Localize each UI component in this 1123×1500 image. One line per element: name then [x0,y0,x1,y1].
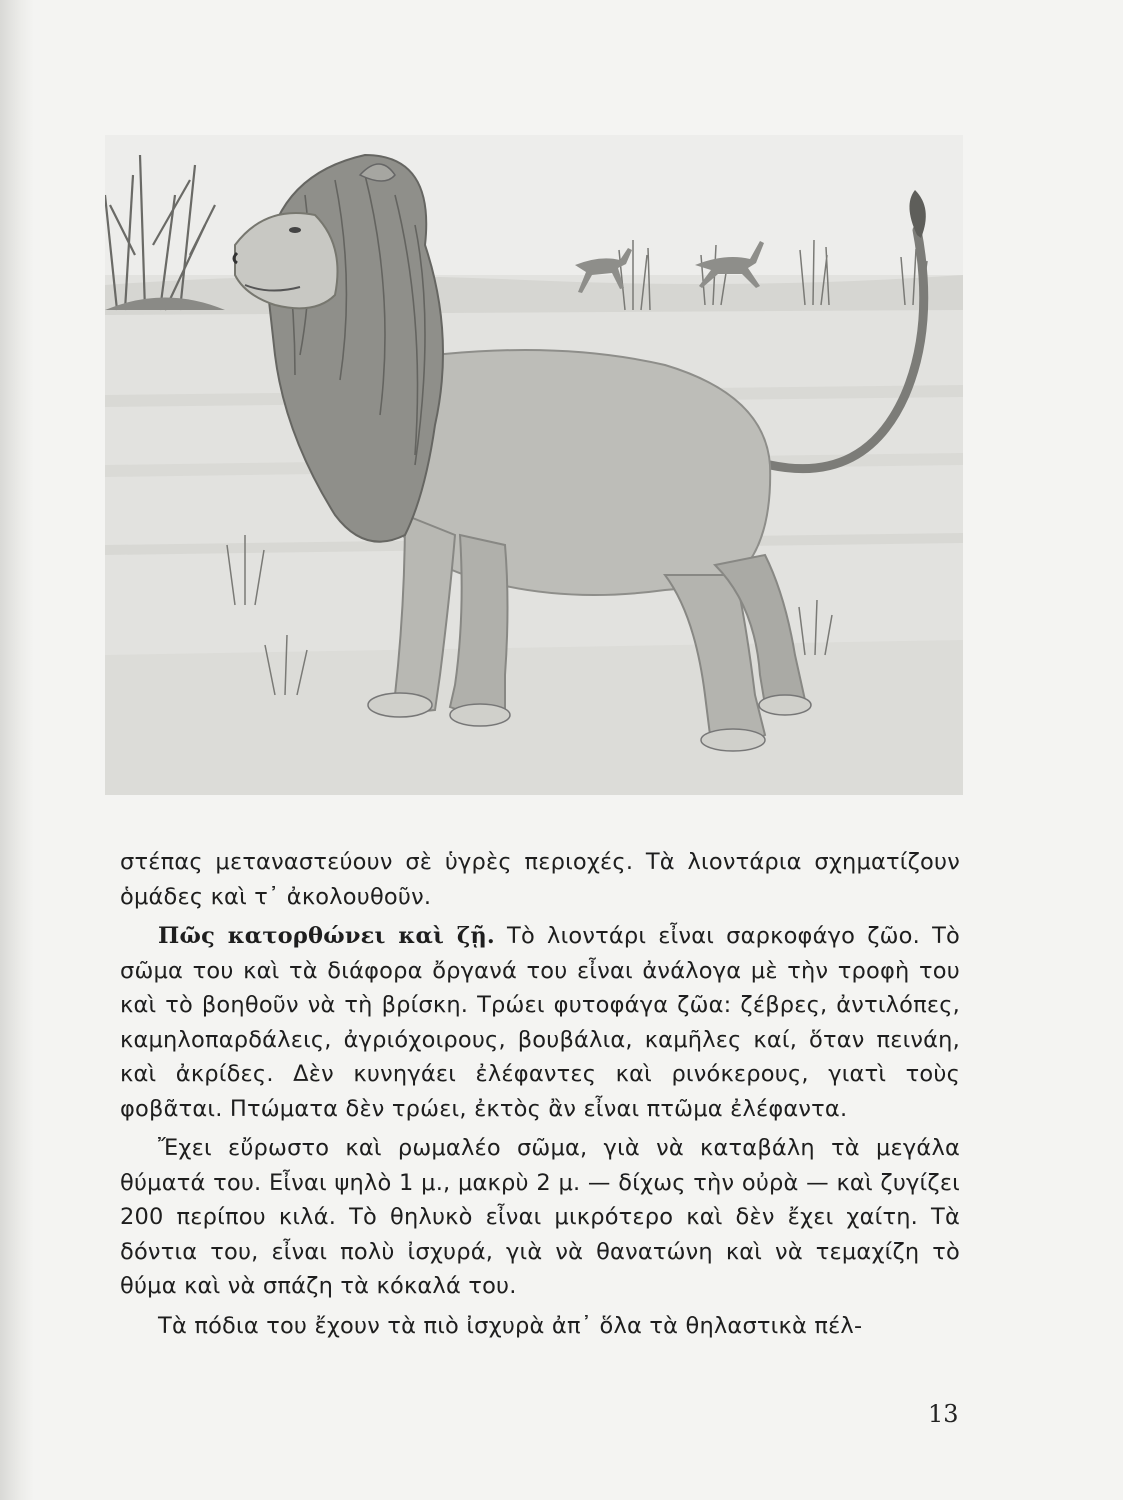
paragraph-text: Τὰ πόδια του ἔχουν τὰ πιὸ ἰσχυρὰ ἀπ᾽ ὅλα τὰ θηλαστικὰ πέλ- [158,1312,863,1339]
paragraph-legs [120,1309,960,1344]
paragraph-text: Ἔχει εὔρωστο καὶ ρωμαλέο σῶμα, γιὰ νὰ καταβάλη τὰ μεγάλα θύματά του. Εἶναι ψηλὸ 1 μ., μακρὺ 2 μ. — δίχως τὴν οὐρὰ — καὶ ζυγίζει 200 περίπου κιλά. Τὸ θηλυκὸ εἶναι μικρότερο καὶ δὲν ἔχει χαίτη. Τὰ δόντια του, εἶναι πολὺ ἰσχυρά, γιὰ νὰ θανατώνη καὶ νὰ τεμαχίζη τὸ θύμα καὶ νὰ σπάζη τὰ κόκαλά του. [120,1135,960,1299]
lion-illustration [105,135,963,795]
paragraph-body-description [120,1131,960,1304]
paragraph-text: στέπας μεταναστεύουν σὲ ὑγρὲς περιοχές. Τὰ λιοντάρια σχηματίζουν ὁμάδες καὶ τ᾽ ἀκολουθοῦν. [120,849,960,910]
paragraph-how-it-lives [120,919,960,1126]
page-number: 13 [928,1400,959,1428]
paragraph-text: Τὸ λιοντάρι εἶναι σαρκοφάγο ζῶο. Τὸ σῶμα του καὶ τὰ διάφορα ὄργανά του εἶναι ἀνάλογα μὲ τὴν τροφὴ του καὶ τὸ βοηθοῦν νὰ τὴ βρίσκη. Τρώει φυτοφάγα ζῶα: ζέβρες, ἀντιλόπες, καμηλοπαρδάλεις, ἀγριόχοιρους, βουβάλια, καμῆλες καί, ὅταν πεινάη, καὶ ἀκρίδες. Δὲν κυνηγάει ἐλέφαντες καὶ ρινόκερους, γιατὶ τοὺς φοβᾶται. Πτώματα δὲν τρώει, ἐκτὸς ἂν εἶναι πτῶμα ἐλέφαντα. [120,923,960,1122]
paragraph-continuation [120,845,960,914]
section-heading: Πῶς κατορθώνει καὶ ζῇ. [158,923,495,949]
body-text [120,845,960,1343]
page-binding-edge [0,0,34,1500]
